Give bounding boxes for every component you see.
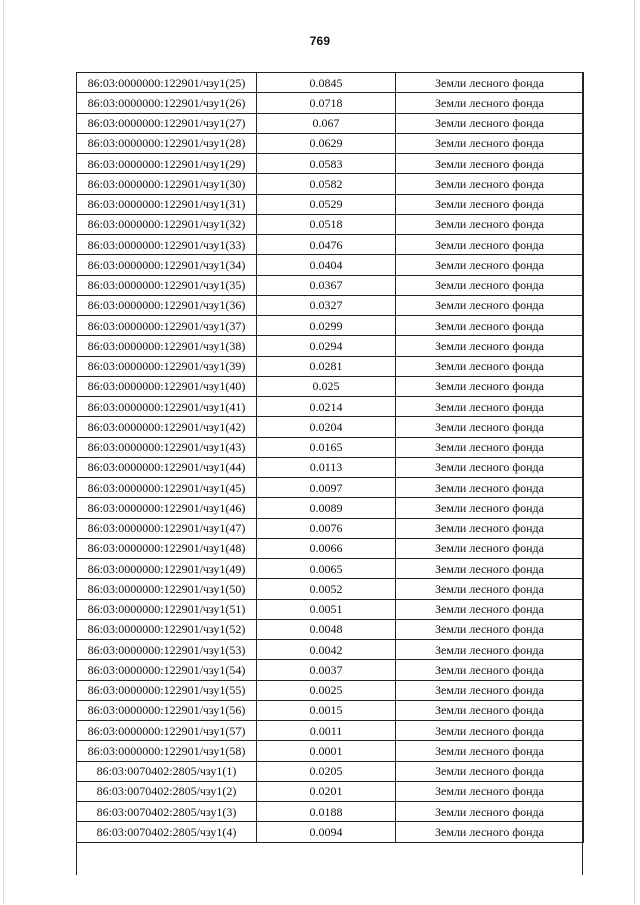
area-cell: 0.0299 (257, 316, 396, 336)
cadastral-number-cell: 86:03:0000000:122901/чзу1(40) (77, 376, 257, 396)
cadastral-number-cell: 86:03:0000000:122901/чзу1(37) (77, 316, 257, 336)
table-row (77, 781, 584, 801)
cadastral-number-cell: 86:03:0000000:122901/чзу1(38) (77, 336, 257, 356)
table-row (77, 174, 584, 194)
table-row (77, 194, 584, 214)
area-cell: 0.0327 (257, 295, 396, 315)
table-row (77, 700, 584, 720)
land-category-cell: Земли лесного фонда (396, 376, 584, 396)
land-category-cell: Земли лесного фонда (396, 174, 584, 194)
land-category-cell: Земли лесного фонда (396, 599, 584, 619)
cadastral-number-cell: 86:03:0070402:2805/чзу1(4) (77, 822, 257, 842)
area-cell: 0.0204 (257, 417, 396, 437)
table-row (77, 599, 584, 619)
area-cell: 0.0025 (257, 680, 396, 700)
area-cell: 0.0718 (257, 93, 396, 113)
cadastral-number-cell: 86:03:0000000:122901/чзу1(29) (77, 154, 257, 174)
area-cell: 0.0582 (257, 174, 396, 194)
area-cell: 0.0518 (257, 214, 396, 234)
area-cell: 0.067 (257, 113, 396, 133)
land-category-cell: Земли лесного фонда (396, 214, 584, 234)
cadastral-number-cell: 86:03:0000000:122901/чзу1(46) (77, 498, 257, 518)
cadastral-number-cell: 86:03:0000000:122901/чзу1(55) (77, 680, 257, 700)
land-category-cell: Земли лесного фонда (396, 822, 584, 842)
cadastral-number-cell: 86:03:0000000:122901/чзу1(54) (77, 660, 257, 680)
land-category-cell: Земли лесного фонда (396, 457, 584, 477)
table-row (77, 316, 584, 336)
cadastral-number-cell: 86:03:0000000:122901/чзу1(28) (77, 133, 257, 153)
table-row (77, 680, 584, 700)
table-row (77, 93, 584, 113)
cadastral-number-cell: 86:03:0070402:2805/чзу1(2) (77, 781, 257, 801)
area-cell: 0.0214 (257, 397, 396, 417)
table-row (77, 437, 584, 457)
area-cell: 0.0201 (257, 781, 396, 801)
table-row (77, 478, 584, 498)
land-category-cell: Земли лесного фонда (396, 93, 584, 113)
area-cell: 0.0629 (257, 133, 396, 153)
table-row (77, 275, 584, 295)
cadastral-number-cell: 86:03:0000000:122901/чзу1(27) (77, 113, 257, 133)
scan-edge-left (3, 0, 4, 905)
land-category-cell: Земли лесного фонда (396, 700, 584, 720)
area-cell: 0.0065 (257, 559, 396, 579)
cadastral-number-cell: 86:03:0000000:122901/чзу1(41) (77, 397, 257, 417)
cadastral-number-cell: 86:03:0000000:122901/чзу1(57) (77, 721, 257, 741)
land-category-cell: Земли лесного фонда (396, 437, 584, 457)
cadastral-number-cell: 86:03:0000000:122901/чзу1(52) (77, 619, 257, 639)
cadastral-number-cell: 86:03:0000000:122901/чзу1(31) (77, 194, 257, 214)
area-cell: 0.0051 (257, 599, 396, 619)
table-row (77, 457, 584, 477)
area-cell: 0.0048 (257, 619, 396, 639)
land-plots-table (76, 72, 584, 843)
table-row (77, 518, 584, 538)
area-cell: 0.0011 (257, 721, 396, 741)
table-row (77, 802, 584, 822)
land-category-cell: Земли лесного фонда (396, 559, 584, 579)
area-cell: 0.0015 (257, 700, 396, 720)
table-row (77, 133, 584, 153)
area-cell: 0.0042 (257, 640, 396, 660)
table-row (77, 397, 584, 417)
cadastral-number-cell: 86:03:0000000:122901/чзу1(35) (77, 275, 257, 295)
cadastral-number-cell: 86:03:0000000:122901/чзу1(53) (77, 640, 257, 660)
area-cell: 0.0205 (257, 761, 396, 781)
table-row (77, 660, 584, 680)
area-cell: 0.0066 (257, 538, 396, 558)
land-category-cell: Земли лесного фонда (396, 579, 584, 599)
land-category-cell: Земли лесного фонда (396, 417, 584, 437)
cadastral-number-cell: 86:03:0000000:122901/чзу1(34) (77, 255, 257, 275)
cadastral-number-cell: 86:03:0000000:122901/чзу1(25) (77, 73, 257, 93)
cadastral-number-cell: 86:03:0070402:2805/чзу1(1) (77, 761, 257, 781)
land-category-cell: Земли лесного фонда (396, 781, 584, 801)
land-category-cell: Земли лесного фонда (396, 498, 584, 518)
area-cell: 0.0294 (257, 336, 396, 356)
table-row (77, 579, 584, 599)
land-category-cell: Земли лесного фонда (396, 538, 584, 558)
land-category-cell: Земли лесного фонда (396, 295, 584, 315)
area-cell: 0.0404 (257, 255, 396, 275)
table-row (77, 73, 584, 93)
cadastral-number-cell: 86:03:0000000:122901/чзу1(51) (77, 599, 257, 619)
cadastral-number-cell: 86:03:0000000:122901/чзу1(39) (77, 356, 257, 376)
cadastral-number-cell: 86:03:0000000:122901/чзу1(32) (77, 214, 257, 234)
area-cell: 0.0188 (257, 802, 396, 822)
area-cell: 0.0476 (257, 235, 396, 255)
table-row (77, 376, 584, 396)
land-category-cell: Земли лесного фонда (396, 316, 584, 336)
table-row (77, 113, 584, 133)
cadastral-number-cell: 86:03:0000000:122901/чзу1(58) (77, 741, 257, 761)
table-row (77, 295, 584, 315)
land-category-cell: Земли лесного фонда (396, 356, 584, 376)
area-cell: 0.0089 (257, 498, 396, 518)
cadastral-number-cell: 86:03:0000000:122901/чзу1(30) (77, 174, 257, 194)
area-cell: 0.0094 (257, 822, 396, 842)
table-row (77, 417, 584, 437)
table-row (77, 255, 584, 275)
land-category-cell: Земли лесного фонда (396, 336, 584, 356)
area-cell: 0.0583 (257, 154, 396, 174)
page-number: 769 (309, 34, 331, 48)
land-category-cell: Земли лесного фонда (396, 761, 584, 781)
area-cell: 0.0052 (257, 579, 396, 599)
land-category-cell: Земли лесного фонда (396, 802, 584, 822)
table-row (77, 538, 584, 558)
cadastral-number-cell: 86:03:0000000:122901/чзу1(45) (77, 478, 257, 498)
land-category-cell: Земли лесного фонда (396, 73, 584, 93)
cadastral-number-cell: 86:03:0000000:122901/чзу1(26) (77, 93, 257, 113)
cadastral-number-cell: 86:03:0000000:122901/чзу1(44) (77, 457, 257, 477)
table-row (77, 721, 584, 741)
table-row (77, 154, 584, 174)
scan-edge-right (634, 0, 635, 905)
cadastral-number-cell: 86:03:0000000:122901/чзу1(49) (77, 559, 257, 579)
area-cell: 0.0113 (257, 457, 396, 477)
land-category-cell: Земли лесного фонда (396, 133, 584, 153)
land-category-cell: Земли лесного фонда (396, 235, 584, 255)
cadastral-number-cell: 86:03:0000000:122901/чзу1(43) (77, 437, 257, 457)
area-cell: 0.0529 (257, 194, 396, 214)
land-category-cell: Земли лесного фонда (396, 518, 584, 538)
area-cell: 0.0845 (257, 73, 396, 93)
area-cell: 0.025 (257, 376, 396, 396)
land-category-cell: Земли лесного фонда (396, 255, 584, 275)
land-category-cell: Земли лесного фонда (396, 478, 584, 498)
land-category-cell: Земли лесного фонда (396, 640, 584, 660)
table-row (77, 336, 584, 356)
table-row (77, 214, 584, 234)
area-cell: 0.0037 (257, 660, 396, 680)
cadastral-number-cell: 86:03:0000000:122901/чзу1(36) (77, 295, 257, 315)
table-row (77, 761, 584, 781)
land-category-cell: Земли лесного фонда (396, 721, 584, 741)
area-cell: 0.0001 (257, 741, 396, 761)
area-cell: 0.0097 (257, 478, 396, 498)
table-row (77, 741, 584, 761)
cadastral-number-cell: 86:03:0000000:122901/чзу1(47) (77, 518, 257, 538)
land-category-cell: Земли лесного фонда (396, 619, 584, 639)
table-row (77, 498, 584, 518)
land-category-cell: Земли лесного фонда (396, 275, 584, 295)
land-category-cell: Земли лесного фонда (396, 154, 584, 174)
table-row (77, 640, 584, 660)
table-row (77, 559, 584, 579)
cadastral-number-cell: 86:03:0000000:122901/чзу1(56) (77, 700, 257, 720)
land-category-cell: Земли лесного фонда (396, 660, 584, 680)
land-category-cell: Земли лесного фонда (396, 113, 584, 133)
table-row (77, 356, 584, 376)
cadastral-number-cell: 86:03:0000000:122901/чзу1(42) (77, 417, 257, 437)
cadastral-number-cell: 86:03:0000000:122901/чзу1(33) (77, 235, 257, 255)
area-cell: 0.0165 (257, 437, 396, 457)
land-category-cell: Земли лесного фонда (396, 397, 584, 417)
table-row (77, 822, 584, 842)
table-row (77, 235, 584, 255)
area-cell: 0.0367 (257, 275, 396, 295)
land-category-cell: Земли лесного фонда (396, 741, 584, 761)
area-cell: 0.0076 (257, 518, 396, 538)
land-category-cell: Земли лесного фонда (396, 194, 584, 214)
table-row (77, 619, 584, 639)
cadastral-number-cell: 86:03:0000000:122901/чзу1(50) (77, 579, 257, 599)
cadastral-number-cell: 86:03:0070402:2805/чзу1(3) (77, 802, 257, 822)
area-cell: 0.0281 (257, 356, 396, 376)
cadastral-number-cell: 86:03:0000000:122901/чзу1(48) (77, 538, 257, 558)
table-body (77, 73, 584, 843)
land-category-cell: Земли лесного фонда (396, 680, 584, 700)
